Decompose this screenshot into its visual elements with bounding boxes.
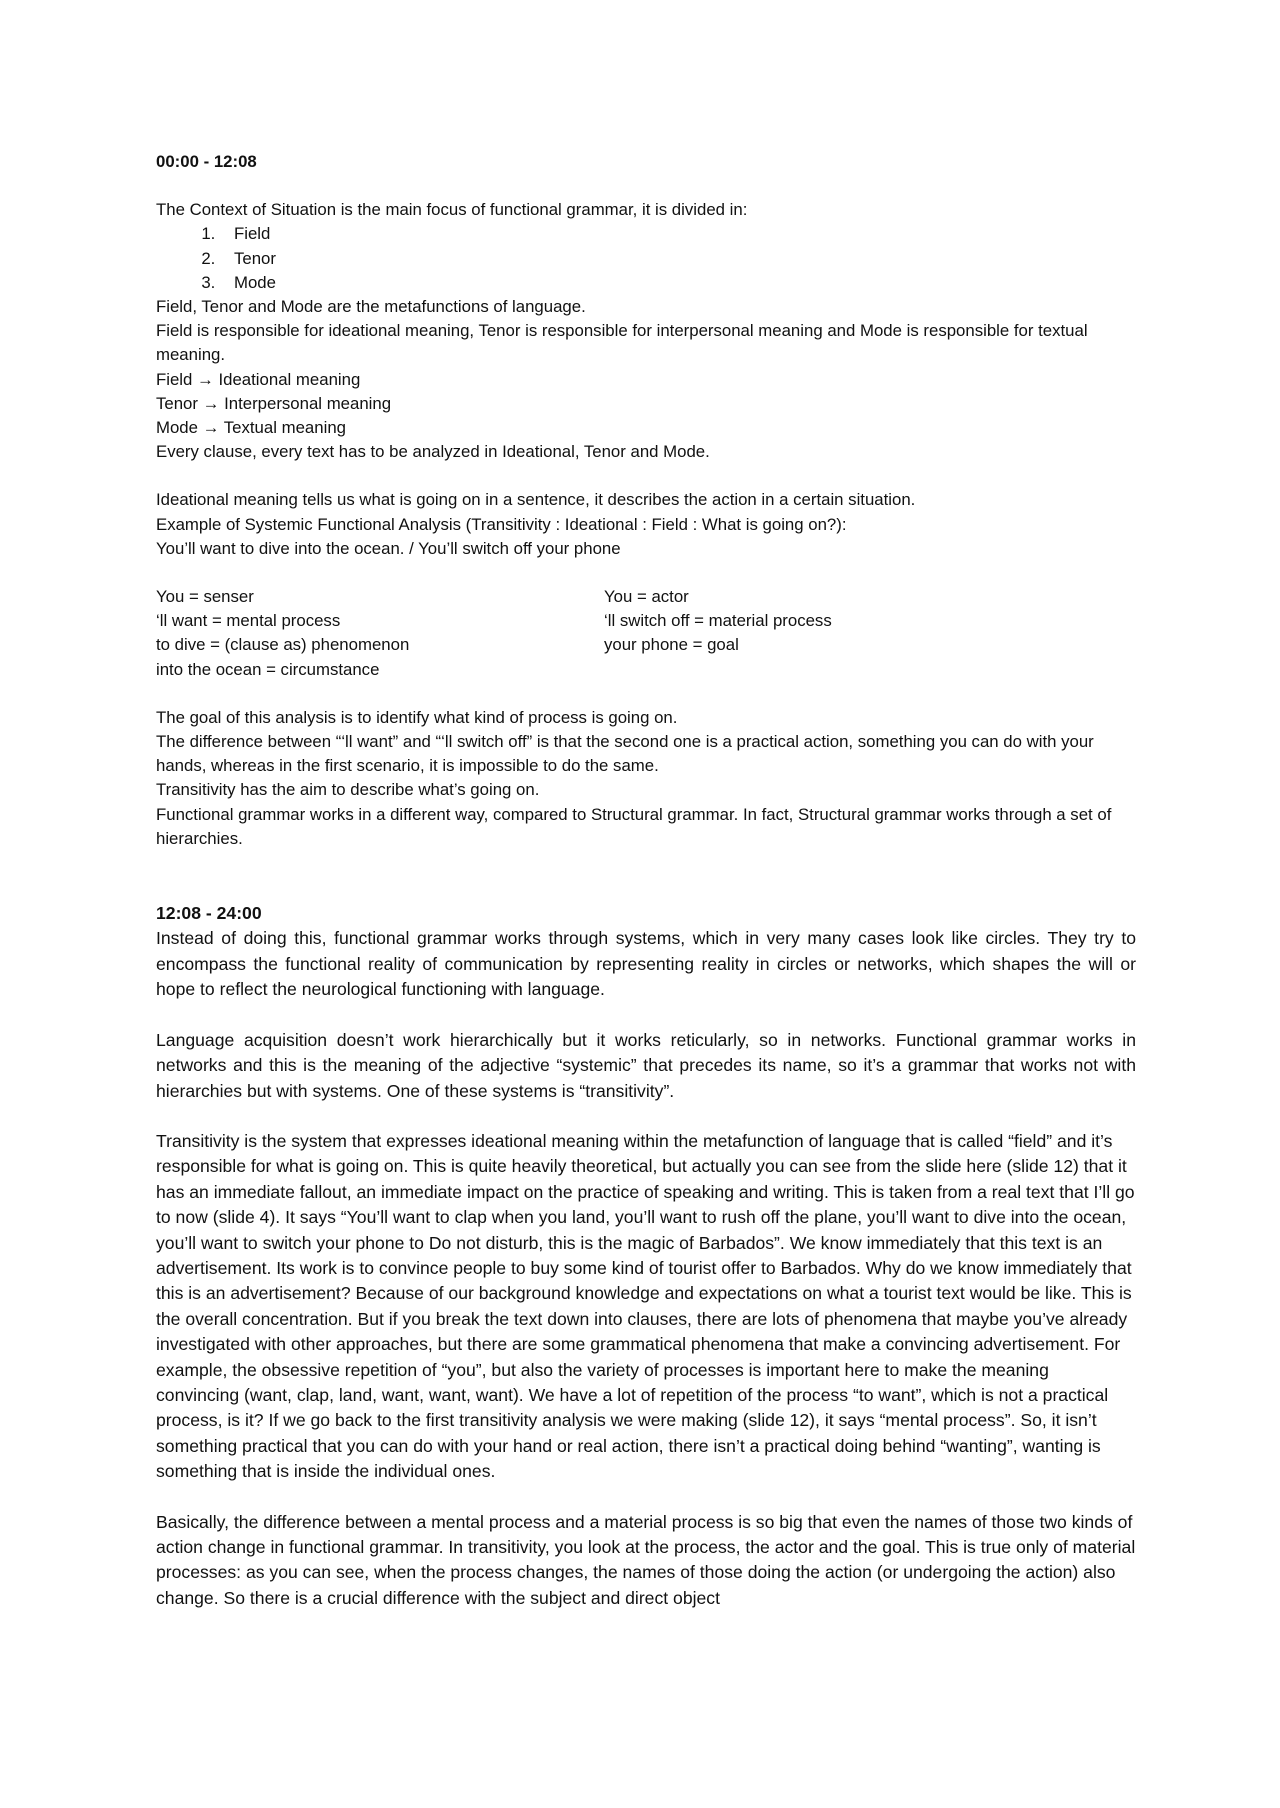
timestamp-heading: 00:00 - 12:08	[156, 152, 257, 171]
transitivity-analysis	[156, 585, 1136, 682]
text-line: Mode → Textual meaning	[156, 418, 346, 438]
section-1	[156, 150, 1136, 851]
text-line: The goal of this analysis is to identify what kind of process is going on.	[156, 707, 678, 727]
list-item: 1. Field	[220, 222, 1136, 246]
analysis-line: to dive = (clause as) phenomenon	[156, 635, 410, 655]
text-line: Functional grammar works in a different way, compared to Structural grammar. In fact, Structural grammar works through a set of hierarchies.	[156, 804, 1112, 848]
text-line: Ideational meaning tells us what is going on in a sentence, it describes the action in a certain situation.	[156, 490, 916, 510]
text-line: Field is responsible for ideational meaning, Tenor is responsible for interpersonal meaning and Mode is responsible for textual meaning.	[156, 321, 1088, 365]
analysis-line: your phone = goal	[604, 635, 739, 655]
list-item: 3. Mode	[220, 271, 1136, 295]
text-line: Field → Ideational meaning	[156, 369, 361, 389]
analysis-line: ‘ll want = mental process	[156, 611, 341, 631]
text-line: Every clause, every text has to be analyzed in Ideational, Tenor and Mode.	[156, 442, 710, 462]
analysis-line: ‘ll switch off = material process	[604, 611, 832, 631]
text-line: Transitivity has the aim to describe what’s going on.	[156, 780, 540, 800]
intro-line: The Context of Situation is the main focus of functional grammar, it is divided in:	[156, 200, 748, 220]
document-body	[156, 150, 1136, 1611]
analysis-left-column	[156, 585, 604, 682]
timestamp-heading: 12:08 - 24:00	[156, 903, 262, 924]
list-item: 2. Tenor	[220, 247, 1136, 271]
paragraph: Instead of doing this, functional grammar works through systems, which in very many cases look like circles. They try to encompass the functional reality of communication by representing reality in circles or networks, which shapes the will or hope to reflect the neurological functioning with language.	[156, 928, 1136, 1000]
paragraph: Transitivity is the system that expresses ideational meaning within the metafunction of language that is called “field” and it’s responsible for what is going on. This is quite heavily theoretical, but actually you can see from the slide here (slide 12) that it has an immediate fallout, an immediate impact on the practice of speaking and writing. This is taken from a real text that I’ll go to now (slide 4). It says “You’ll want to clap when you land, you’ll want to rush off the plane, you’ll want to dive into the ocean, you’ll want to switch your phone to Do not disturb, this is the magic of Barbados”. We know immediately that this text is an advertisement. Its work is to convince people to buy some kind of tourist offer to Barbados. Why do we know immediately that this is an advertisement? Because of our background knowledge and expectations on what a tourist text would be like. This is the overall concentration. But if you break the text down into clauses, there are lots of phenomena that maybe you’ve already investigated with other approaches, but there are some grammatical phenomena that make a convincing advertisement. For example, the obsessive repetition of “you”, but also the variety of processes is important here to make the meaning convincing (want, clap, land, want, want, want). We have a lot of repetition of the process “to want”, which is not a practical process, is it? If we go back to the first transitivity analysis we were making (slide 12), it says “mental process”. So, it isn’t something practical that you can do with your hand or real action, there isn’t a practical doing behind “wanting”, wanting is something that is inside the individual ones.	[156, 1130, 1135, 1482]
text-line: Example of Systemic Functional Analysis (Transitivity : Ideational : Field : What is going on?):	[156, 514, 847, 534]
paragraph: Basically, the difference between a mental process and a material process is so big that even the names of those two kinds of action change in functional grammar. In transitivity, you look at the process, the actor and the goal. This is true only of material processes: as you can see, when the process changes, the names of those doing the action (or undergoing the action) also change. So there is a crucial difference with the subject and direct object	[156, 1511, 1136, 1608]
analysis-line: You = actor	[604, 587, 689, 607]
paragraph: Language acquisition doesn’t work hierarchically but it works reticularly, so in networks. Functional grammar works in networks and this is the meaning of the adjective “systemic” that precedes its name, so it’s a grammar that works not with hierarchies but with systems. One of these systems is “transitivity”.	[156, 1029, 1136, 1101]
analysis-right-column	[604, 585, 1104, 682]
section-2	[156, 901, 1136, 1611]
analysis-line: You = senser	[156, 587, 254, 607]
analysis-line: into the ocean = circumstance	[156, 659, 380, 679]
metafunction-list	[156, 222, 1136, 295]
example-sentences: You’ll want to dive into the ocean. / You’ll switch off your phone	[156, 538, 621, 558]
text-line: Tenor → Interpersonal meaning	[156, 393, 392, 413]
text-line: Field, Tenor and Mode are the metafunctions of language.	[156, 297, 586, 317]
text-line: The difference between “‘ll want” and “‘ll switch off” is that the second one is a practical action, something you can do with your hands, whereas in the first scenario, it is impossible to do the same.	[156, 732, 1094, 776]
